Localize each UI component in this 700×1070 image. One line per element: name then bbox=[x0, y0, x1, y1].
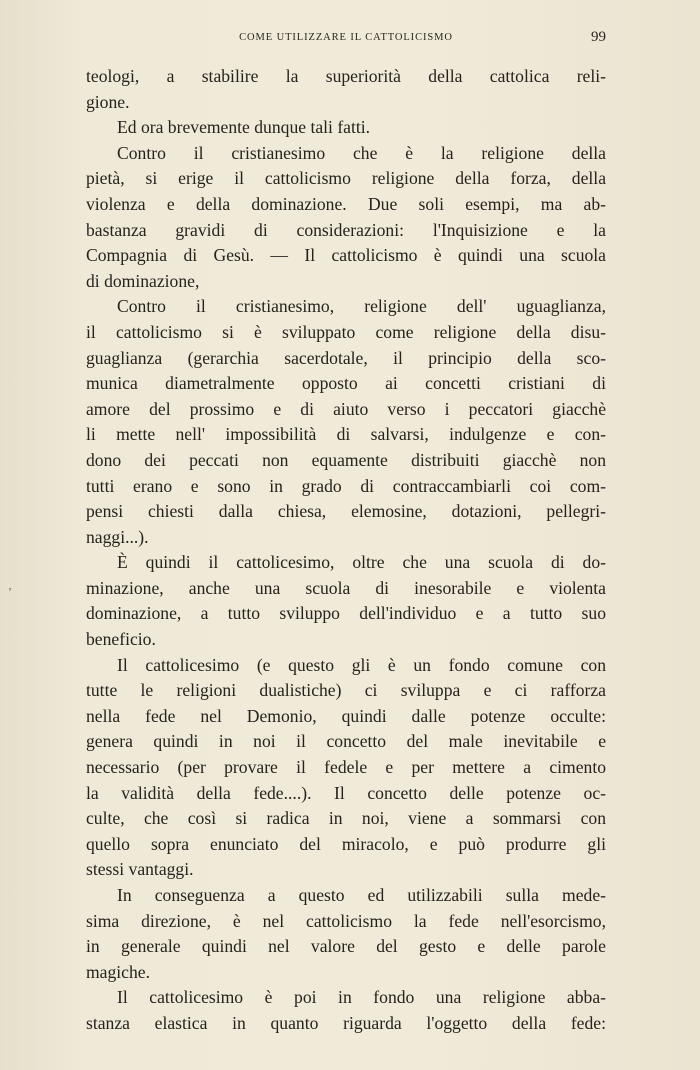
body-text bbox=[86, 64, 606, 1037]
text-line: il cattolicismo si è sviluppato come religione della disu- bbox=[86, 321, 606, 342]
text-line: nella fede nel Demonio, quindi dalle potenze occulte: bbox=[86, 705, 606, 726]
text-line: beneficio. bbox=[86, 629, 156, 650]
text-line: Il cattolicesimo (e questo gli è un fondo comune con bbox=[117, 654, 606, 675]
text-line: È quindi il cattolicesimo, oltre che una scuola di do- bbox=[117, 552, 606, 573]
text-line: Compagnia di Gesù. — Il cattolicismo è quindi una scuola bbox=[86, 245, 606, 266]
text-line: Contro il cristianesimo che è la religione della bbox=[117, 142, 606, 163]
text-line: Contro il cristianesimo, religione dell' uguaglianza, bbox=[117, 296, 606, 317]
text-line: magiche. bbox=[86, 961, 150, 982]
text-line: li mette nell' impossibilità di salvarsi, indulgenze e con- bbox=[86, 424, 606, 445]
text-line: tutti erano e sono in grado di contraccambiarli coi com- bbox=[86, 475, 606, 496]
text-line: violenza e della dominazione. Due soli esempi, ma ab- bbox=[86, 193, 606, 214]
text-line: dono dei peccati non equamente distribuiti giacchè non bbox=[86, 449, 606, 470]
page-number: 99 bbox=[591, 29, 606, 45]
text-line: stanza elastica in quanto riguarda l'oggetto della fede: bbox=[86, 1012, 606, 1033]
text-line: quello sopra enunciato del miracolo, e può produrre gli bbox=[86, 833, 606, 854]
text-line: genera quindi in noi il concetto del male inevitabile e bbox=[86, 731, 606, 752]
text-line: pensi chiesti dalla chiesa, elemosine, dotazioni, pellegri- bbox=[86, 501, 606, 522]
text-line: amore del prossimo e di aiuto verso i peccatori giacchè bbox=[86, 398, 606, 419]
text-line: In conseguenza a questo ed utilizzabili sulla mede- bbox=[117, 885, 606, 905]
running-title: COME UTILIZZARE IL CATTOLICISMO bbox=[239, 32, 453, 43]
text-line: tutte le religioni dualistiche) ci sviluppa e ci rafforza bbox=[86, 680, 606, 701]
text-line: teologi, a stabilire la superiorità della cattolica reli- bbox=[86, 66, 606, 86]
text-line: dominazione, a tutto sviluppo dell'individuo e a tutto suo bbox=[86, 603, 606, 624]
text-line: Ed ora brevemente dunque tali fatti. bbox=[117, 117, 371, 138]
text-line: munica diametralmente opposto ai concetti cristiani di bbox=[86, 373, 606, 394]
text-line: guaglianza (gerarchia sacerdotale, il principio della sco- bbox=[86, 347, 606, 368]
text-line: in generale quindi nel valore del gesto e delle parole bbox=[86, 936, 606, 957]
text-line: naggi...). bbox=[86, 526, 149, 547]
text-line: pietà, si erige il cattolicismo religione della forza, della bbox=[86, 168, 606, 189]
text-line: minazione, anche una scuola di inesorabile e violenta bbox=[86, 577, 606, 598]
text-line: stessi vantaggi. bbox=[86, 859, 194, 880]
page-header bbox=[86, 30, 606, 50]
text-line: gione. bbox=[86, 91, 130, 112]
text-line: Il cattolicesimo è poi in fondo una religione abba- bbox=[117, 987, 606, 1008]
text-line: sima direzione, è nel cattolicismo la fede nell'esorcismo, bbox=[86, 910, 606, 931]
text-line: di dominazione, bbox=[86, 270, 200, 291]
margin-mark: ‚ bbox=[8, 578, 12, 592]
text-line: la validità della fede....). Il concetto delle potenze oc- bbox=[86, 782, 606, 803]
text-line: culte, che così si radica in noi, viene a sommarsi con bbox=[86, 808, 606, 829]
text-line: necessario (per provare il fedele e per mettere a cimento bbox=[86, 757, 606, 778]
text-line: bastanza gravidi di considerazioni: l'Inquisizione e la bbox=[86, 219, 606, 240]
